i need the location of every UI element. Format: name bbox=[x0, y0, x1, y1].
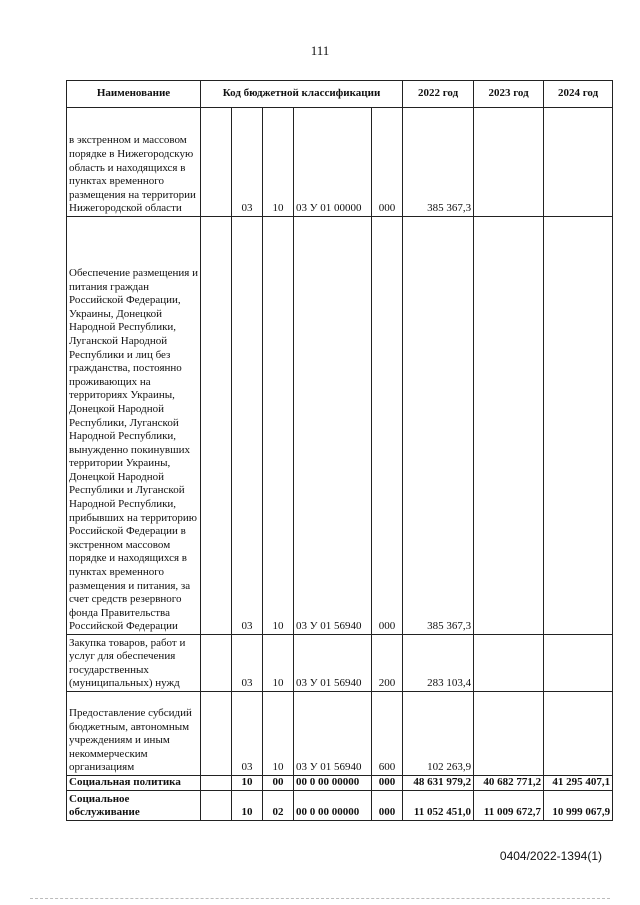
row-value-2024: 41 295 407,1 bbox=[544, 776, 613, 791]
header-year-2024: 2024 год bbox=[544, 81, 613, 108]
row-subsection: 02 bbox=[263, 791, 294, 821]
row-section: 10 bbox=[232, 791, 263, 821]
row-value-2024: 10 999 067,9 bbox=[544, 791, 613, 821]
row-value-2022: 283 103,4 bbox=[403, 635, 474, 692]
row-name: Социальная политика bbox=[67, 776, 201, 791]
row-blank-col bbox=[201, 217, 232, 635]
row-subsection: 10 bbox=[263, 217, 294, 635]
row-expense-type: 000 bbox=[372, 776, 403, 791]
table-row bbox=[67, 108, 613, 217]
row-value-2022: 102 263,9 bbox=[403, 692, 474, 776]
header-code: Код бюджетной классификации bbox=[201, 81, 403, 108]
row-expense-type: 000 bbox=[372, 108, 403, 217]
row-value-2023 bbox=[474, 217, 544, 635]
row-section: 10 bbox=[232, 776, 263, 791]
row-value-2023 bbox=[474, 108, 544, 217]
row-value-2022: 385 367,3 bbox=[403, 217, 474, 635]
header-name: Наименование bbox=[67, 81, 201, 108]
row-target-article: 03 У 01 56940 bbox=[294, 635, 372, 692]
row-value-2023 bbox=[474, 692, 544, 776]
budget-table bbox=[66, 80, 613, 821]
row-subsection: 10 bbox=[263, 692, 294, 776]
table-header bbox=[67, 81, 613, 108]
row-value-2023 bbox=[474, 635, 544, 692]
row-section: 03 bbox=[232, 108, 263, 217]
row-section: 03 bbox=[232, 692, 263, 776]
row-target-article: 00 0 00 00000 bbox=[294, 776, 372, 791]
table-row-total bbox=[67, 776, 613, 791]
document-code: 0404/2022-1394(1) bbox=[499, 849, 602, 863]
row-target-article: 03 У 01 56940 bbox=[294, 692, 372, 776]
page-number: 111 bbox=[310, 43, 330, 58]
row-value-2024 bbox=[544, 108, 613, 217]
row-blank-col bbox=[201, 791, 232, 821]
table-row bbox=[67, 635, 613, 692]
row-name: Социальное обслуживание bbox=[67, 791, 201, 821]
row-value-2023: 11 009 672,7 bbox=[474, 791, 544, 821]
row-section: 03 bbox=[232, 217, 263, 635]
row-expense-type: 200 bbox=[372, 635, 403, 692]
row-name: в экстренном и массовом порядке в Нижегородскую область и находящихся в пунктах временного размещения на территории Нижегородской области bbox=[67, 108, 201, 217]
row-value-2022: 385 367,3 bbox=[403, 108, 474, 217]
row-subsection: 00 bbox=[263, 776, 294, 791]
row-blank-col bbox=[201, 635, 232, 692]
header-year-2023: 2023 год bbox=[474, 81, 544, 108]
row-name: Обеспечение размещения и питания граждан Российской Федерации, Украины, Донецкой Народной Республики, Луганской Народной Республики и лиц без гражданства, постоянно проживающих на территориях Украины, Донецкой Народной Республики, Луганской Народной Республики, вынужденно покинувших территории Украины, Донецкой Народной Республики и Луганской Народной Республики, прибывших на территорию Российской Федерации в экстренном массовом порядке и находящихся в пунктах временного размещения и питания, за счет средств резервного фонда Правительства Российской Федерации bbox=[67, 217, 201, 635]
row-blank-col bbox=[201, 108, 232, 217]
row-name: Закупка товаров, работ и услуг для обеспечения государственных (муниципальных) нужд bbox=[67, 635, 201, 692]
row-target-article: 03 У 01 00000 bbox=[294, 108, 372, 217]
row-value-2024 bbox=[544, 692, 613, 776]
row-expense-type: 000 bbox=[372, 791, 403, 821]
row-subsection: 10 bbox=[263, 635, 294, 692]
row-value-2022: 48 631 979,2 bbox=[403, 776, 474, 791]
row-expense-type: 000 bbox=[372, 217, 403, 635]
row-value-2023: 40 682 771,2 bbox=[474, 776, 544, 791]
table-row bbox=[67, 692, 613, 776]
row-blank-col bbox=[201, 776, 232, 791]
scan-artifact-line bbox=[30, 898, 610, 899]
row-blank-col bbox=[201, 692, 232, 776]
row-expense-type: 600 bbox=[372, 692, 403, 776]
row-value-2024 bbox=[544, 217, 613, 635]
table-row-total bbox=[67, 791, 613, 821]
row-subsection: 10 bbox=[263, 108, 294, 217]
header-year-2022: 2022 год bbox=[403, 81, 474, 108]
table-row bbox=[67, 217, 613, 635]
row-section: 03 bbox=[232, 635, 263, 692]
row-name: Предоставление субсидий бюджетным, автономным учреждениям и иным некоммерческим организациям bbox=[67, 692, 201, 776]
row-value-2022: 11 052 451,0 bbox=[403, 791, 474, 821]
row-target-article: 03 У 01 56940 bbox=[294, 217, 372, 635]
row-value-2024 bbox=[544, 635, 613, 692]
row-target-article: 00 0 00 00000 bbox=[294, 791, 372, 821]
